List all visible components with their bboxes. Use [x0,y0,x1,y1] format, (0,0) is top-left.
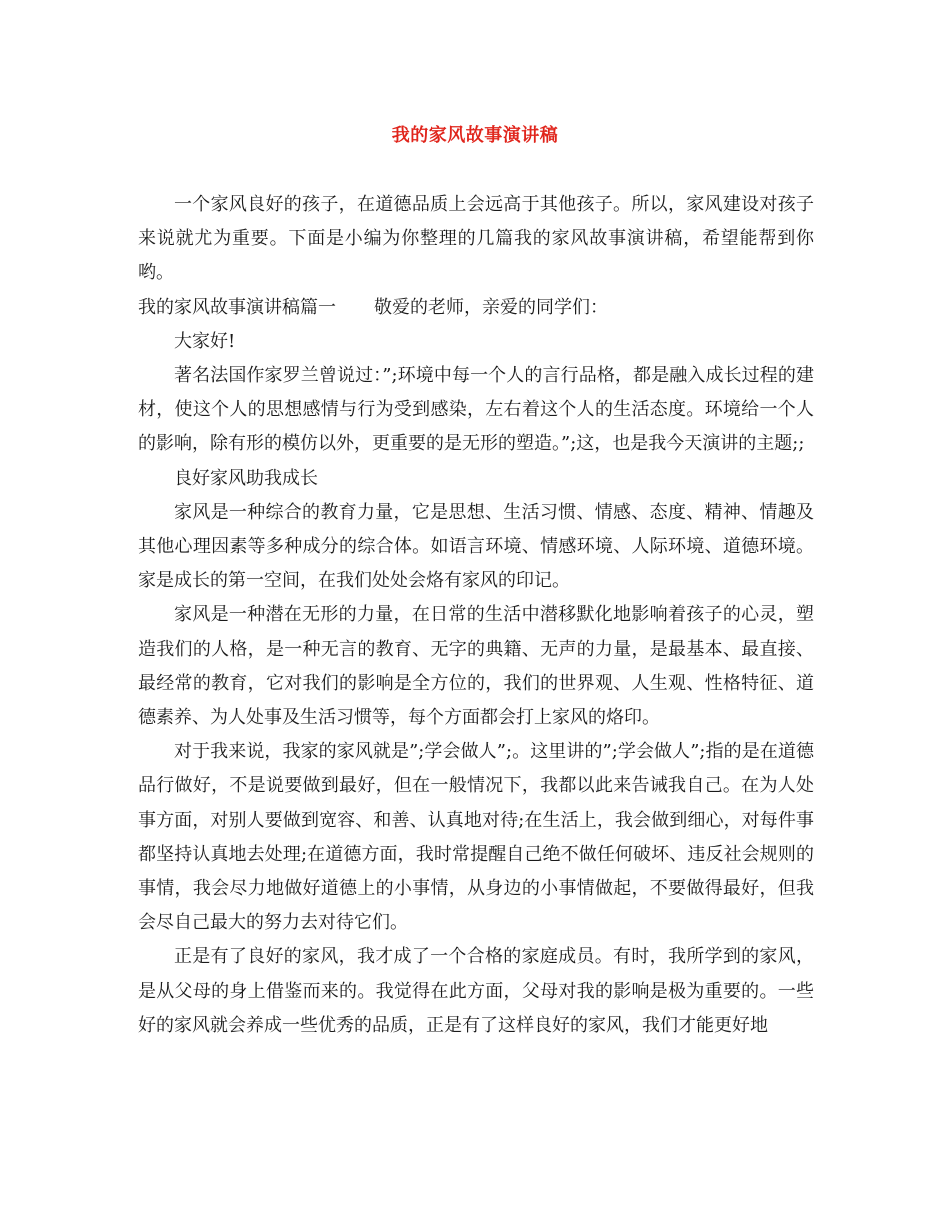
section-heading: 我的家风故事演讲稿篇一 [138,296,336,318]
body-paragraph: 对于我来说，我家的家风就是”;学会做人”;。这里讲的”;学会做人”;指的是在道德品行做好，不是说要做到最好，但在一般情况下，我都以此来告诫我自己。在为人处事方面，对别人要做到宽容、和善、认真地对待;在生活上，我会做到细心，对每件事都坚持认真地去处理;在道德方面，我时常提醒自己绝不做任何破坏、违反社会规则的事情，我会尽力地做好道德上的小事情，从身边的小事情做起，不要做得最好，但我会尽自己最大的努力去对待它们。 [138,741,814,934]
document-title: 我的家风故事演讲稿 [391,125,559,146]
salutation: 敬爱的老师，亲爱的同学们： [374,296,608,318]
greeting-paragraph: 大家好! [174,330,236,352]
section-heading-line [138,291,814,325]
body-paragraph: 正是有了良好的家风，我才成了一个合格的家庭成员。有时，我所学到的家风，是从父母的身上借鉴而来的。我觉得在此方面，父母对我的影响是极为重要的。一些好的家风就会养成一些优秀的品质，正是有了这样良好的家风，我们才能更好地 [138,946,814,1036]
quote-paragraph: 著名法国作家罗兰曾说过：”;环境中每一个人的言行品格，都是融入成长过程的建材，使这个人的思想感情与行为受到感染，左右着这个人的生活态度。环境给一个人的影响，除有形的模仿以外，更重要的是无形的塑造。”;这，也是我今天演讲的主题;; [138,365,814,455]
document-body [138,188,814,1043]
body-paragraph: 家风是一种综合的教育力量，它是思想、生活习惯、情感、态度、精神、情趣及其他心理因素等多种成分的综合体。如语言环境、情感环境、人际环境、道德环境。家是成长的第一空间，在我们处处会烙有家风的印记。 [138,501,814,592]
speech-theme: 良好家风助我成长 [174,467,318,489]
intro-paragraph: 一个家风良好的孩子，在道德品质上会远高于其他孩子。所以，家风建设对孩子来说就尤为重要。下面是小编为你整理的几篇我的家风故事演讲稿，希望能帮到你哟。 [138,194,814,284]
body-paragraph: 家风是一种潜在无形的力量，在日常的生活中潜移默化地影响着孩子的心灵，塑造我们的人格，是一种无言的教育、无字的典籍、无声的力量，是最基本、最直接、最经常的教育，它对我们的影响是全方位的，我们的世界观、人生观、性格特征、道德素养、为人处事及生活习惯等，每个方面都会打上家风的烙印。 [138,604,814,729]
